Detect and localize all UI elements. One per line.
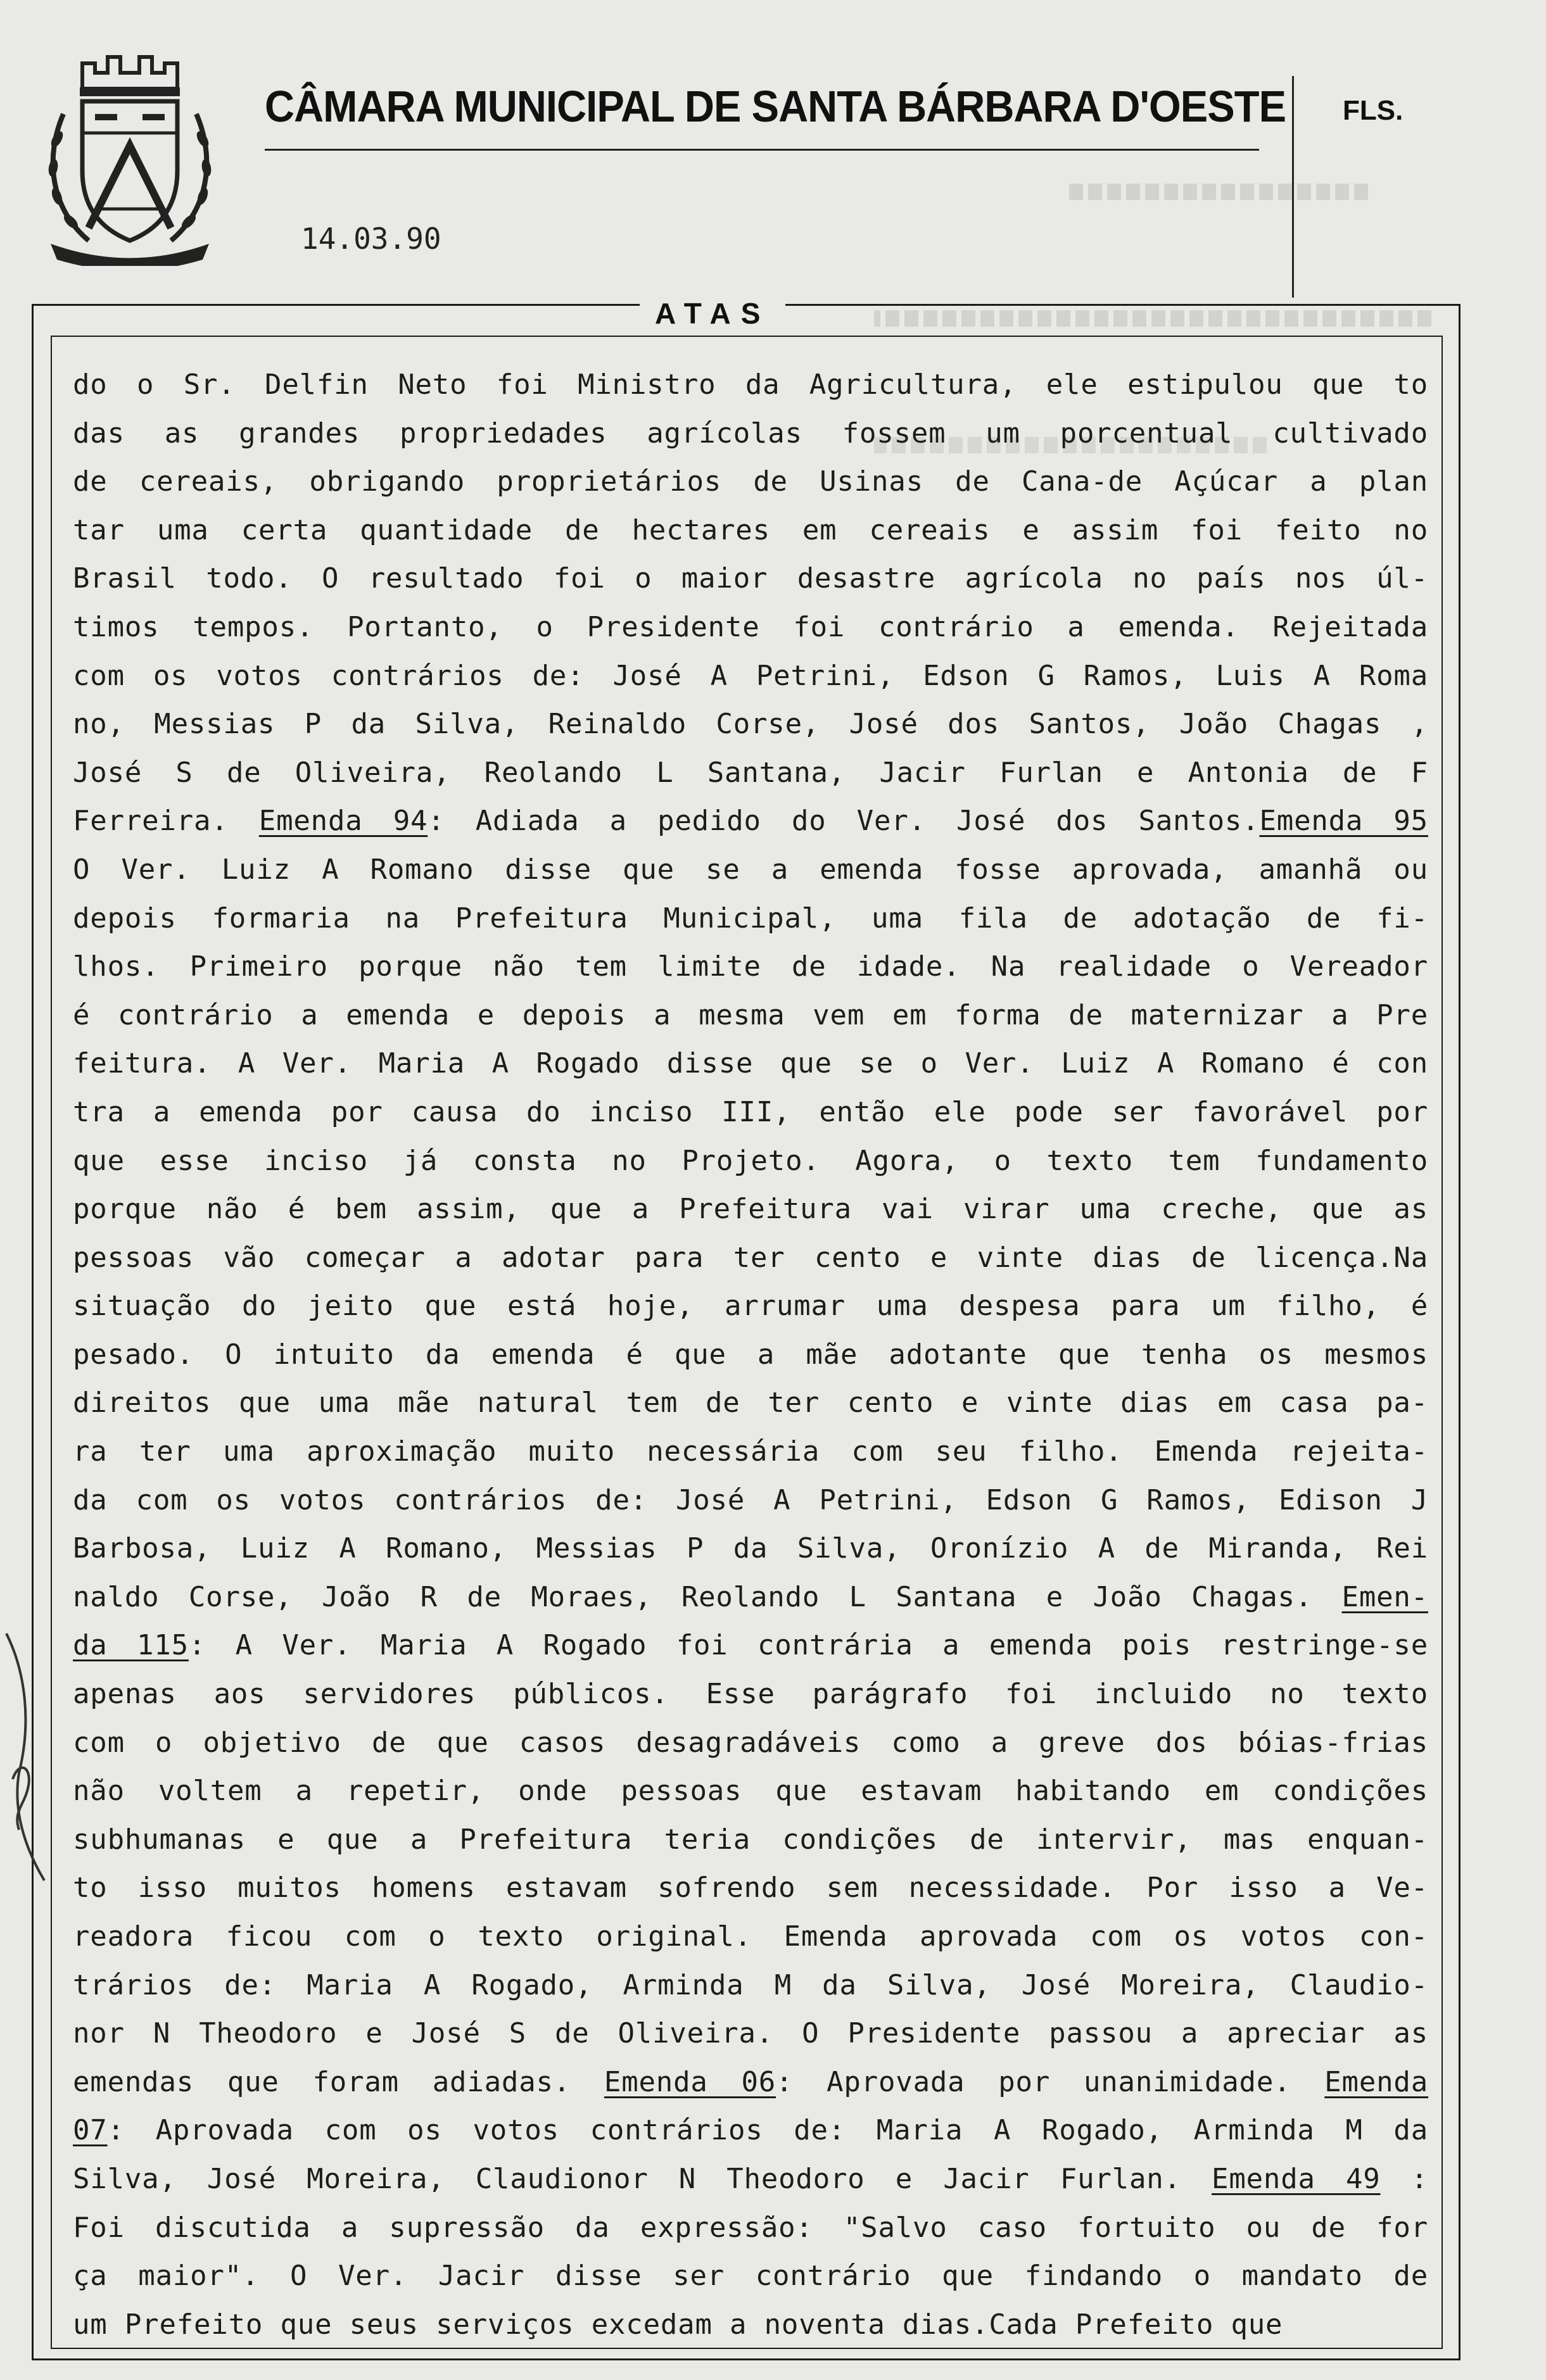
minutes-text: readora ficou com o texto original. Emenda aprovada com os votos con- [73, 1920, 1428, 1953]
minutes-line [73, 1088, 1428, 1137]
minutes-text: : A Ver. Maria A Rogado foi contrária a emenda pois restringe-se [188, 1629, 1428, 1662]
minutes-text: não voltem a repetir, onde pessoas que estavam habitando em condições [73, 1775, 1428, 1808]
minutes-text: situação do jeito que está hoje, arrumar uma despesa para um filho, é [73, 1290, 1428, 1323]
minutes-text: da com os votos contrários de: José A Petrini, Edson G Ramos, Edison J [73, 1483, 1428, 1516]
minutes-line [73, 1670, 1428, 1719]
minutes-text: das as grandes propriedades agrícolas fossem um porcentual cultivado [73, 417, 1428, 450]
minutes-line [73, 1573, 1428, 1622]
minutes-text: subhumanas e que a Prefeitura teria condições de intervir, mas enquan- [73, 1823, 1428, 1856]
minutes-text: : [1380, 2162, 1428, 2195]
minutes-line [73, 797, 1428, 846]
minutes-text: Silva, José Moreira, Claudionor N Theodoro e Jacir Furlan. [73, 2162, 1212, 2195]
minutes-text: tra a emenda por causa do inciso III, então ele pode ser favorável por [73, 1095, 1428, 1128]
minutes-line [73, 1525, 1428, 1573]
minutes-line [73, 555, 1428, 603]
amendment-reference: Emen- [1341, 1580, 1428, 1613]
minutes-line [73, 1185, 1428, 1234]
minutes-text: Barbosa, Luiz A Romano, Messias P da Silva, Oronízio A de Miranda, Rei [73, 1532, 1428, 1565]
municipal-crest-icon [38, 38, 222, 266]
minutes-text: lhos. Primeiro porque não tem limite de idade. Na realidade o Vereador [73, 950, 1428, 983]
minutes-line [73, 603, 1428, 652]
minutes-line [73, 1137, 1428, 1186]
minutes-line [73, 846, 1428, 895]
chamber-title: CÂMARA MUNICIPAL DE SANTA BÁRBARA D'OESTE [265, 82, 1286, 131]
minutes-text: porque não é bem assim, que a Prefeitura vai virar uma creche, que as [73, 1193, 1428, 1226]
minutes-line [73, 2252, 1428, 2301]
minutes-line [73, 2106, 1428, 2155]
minutes-text: com o objetivo de que casos desagradáveis como a greve dos bóias-frias [73, 1726, 1428, 1759]
minutes-text: pesado. O intuito da emenda é que a mãe adotante que tenha os mesmos [73, 1338, 1428, 1371]
document-date: 14.03.90 [301, 222, 441, 256]
minutes-text: é contrário a emenda e depois a mesma vem em forma de maternizar a Pre [73, 998, 1428, 1031]
minutes-line [73, 700, 1428, 749]
minutes-line [73, 1428, 1428, 1476]
minutes-line [73, 1961, 1428, 2010]
minutes-text: timos tempos. Portanto, o Presidente foi contrário a emenda. Rejeitada [73, 610, 1428, 643]
minutes-line [73, 2204, 1428, 2253]
amendment-reference: Emenda 94 [258, 805, 428, 838]
minutes-line [73, 652, 1428, 701]
minutes-text: apenas aos servidores públicos. Esse parágrafo foi incluido no texto [73, 1678, 1428, 1711]
minutes-line [73, 410, 1428, 458]
minutes-text: Brasil todo. O resultado foi o maior desastre agrícola no país nos úl- [73, 562, 1428, 595]
minutes-text: ra ter uma aproximação muito necessária com seu filho. Emenda rejeita- [73, 1435, 1428, 1468]
minutes-line [73, 361, 1428, 410]
section-title [640, 296, 785, 328]
minutes-text: : Aprovada por unanimidade. [776, 2065, 1325, 2098]
handwritten-margin-mark [0, 1621, 57, 1887]
minutes-text: um Prefeito que seus serviços excedam a noventa dias.Cada Prefeito que [73, 2308, 1283, 2341]
title-rule [265, 149, 1259, 151]
minutes-text: com os votos contrários de: José A Petrini, Edson G Ramos, Luis A Roma [73, 659, 1428, 692]
minutes-text: feitura. A Ver. Maria A Rogado disse que se o Ver. Luiz A Romano é con [73, 1047, 1428, 1080]
minutes-line [73, 1816, 1428, 1865]
minutes-text: tar uma certa quantidade de hectares em cereais e assim foi feito no [73, 513, 1428, 546]
amendment-reference: Emenda 95 [1259, 805, 1428, 838]
amendment-reference: 07 [73, 2114, 108, 2147]
minutes-line [73, 1767, 1428, 1816]
folio-label: FLS. [1343, 95, 1403, 126]
minutes-text: nor N Theodoro e José S de Oliveira. O Presidente passou a apreciar as [73, 2017, 1428, 2050]
minutes-line [73, 1282, 1428, 1331]
minutes-text: direitos que uma mãe natural tem de ter cento e vinte dias em casa pa- [73, 1387, 1428, 1420]
section-title-label: ATAS [655, 297, 771, 330]
minutes-line [73, 1331, 1428, 1380]
minutes-line [73, 1379, 1428, 1428]
minutes-line [73, 1621, 1428, 1670]
minutes-text: depois formaria na Prefeitura Municipal, uma fila de adotação de fi- [73, 902, 1428, 935]
amendment-reference: Emenda [1324, 2065, 1428, 2098]
minutes-text: naldo Corse, João R de Moraes, Reolando L Santana e João Chagas. [73, 1580, 1342, 1613]
amendment-reference: Emenda 49 [1212, 2162, 1381, 2195]
minutes-line [73, 895, 1428, 943]
minutes-text: : Aprovada com os votos contrários de: Maria A Rogado, Arminda M da [107, 2114, 1428, 2147]
minutes-line [73, 2010, 1428, 2058]
minutes-line [73, 1719, 1428, 1768]
minutes-text: : Adiada a pedido do Ver. José dos Santos. [428, 805, 1260, 838]
minutes-text: emendas que foram adiadas. [73, 2065, 604, 2098]
minutes-line [73, 1913, 1428, 1961]
amendment-reference: Emenda 06 [604, 2065, 776, 2098]
minutes-text: O Ver. Luiz A Romano disse que se a emenda fosse aprovada, amanhã ou [73, 853, 1428, 886]
minutes-text: pessoas vão começar a adotar para ter cento e vinte dias de licença.Na [73, 1241, 1428, 1274]
minutes-line [73, 458, 1428, 507]
minutes-body [73, 361, 1428, 2349]
minutes-line [73, 2058, 1428, 2107]
bleed-through-text [874, 310, 1431, 327]
minutes-line [73, 1040, 1428, 1088]
minutes-text: trários de: Maria A Rogado, Arminda M da Silva, José Moreira, Claudio- [73, 1968, 1428, 2001]
minutes-line [73, 992, 1428, 1040]
minutes-line [73, 2301, 1428, 2350]
minutes-text: de cereais, obrigando proprietários de Usinas de Cana-de Açúcar a plan [73, 465, 1428, 498]
minutes-line [73, 749, 1428, 798]
minutes-text: Ferreira. [73, 805, 259, 838]
bleed-through-text [1064, 184, 1368, 200]
minutes-line [73, 1234, 1428, 1283]
minutes-text: to isso muitos homens estavam sofrendo sem necessidade. Por isso a Ve- [73, 1872, 1428, 1905]
minutes-text: Foi discutida a supressão da expressão: "Salvo caso fortuito ou de for [73, 2211, 1428, 2244]
minutes-line [73, 507, 1428, 555]
minutes-text: ça maior". O Ver. Jacir disse ser contrário que findando o mandato de [73, 2260, 1428, 2293]
minutes-line [73, 2155, 1428, 2204]
minutes-line [73, 943, 1428, 992]
minutes-text: que esse inciso já consta no Projeto. Agora, o texto tem fundamento [73, 1144, 1428, 1177]
minutes-text: do o Sr. Delfin Neto foi Ministro da Agricultura, ele estipulou que to [73, 368, 1428, 401]
minutes-text: José S de Oliveira, Reolando L Santana, Jacir Furlan e Antonia de F [73, 756, 1428, 789]
minutes-line [73, 1476, 1428, 1525]
minutes-text: no, Messias P da Silva, Reinaldo Corse, José dos Santos, João Chagas , [73, 708, 1428, 741]
amendment-reference: da 115 [73, 1629, 189, 1662]
minutes-line [73, 1864, 1428, 1913]
